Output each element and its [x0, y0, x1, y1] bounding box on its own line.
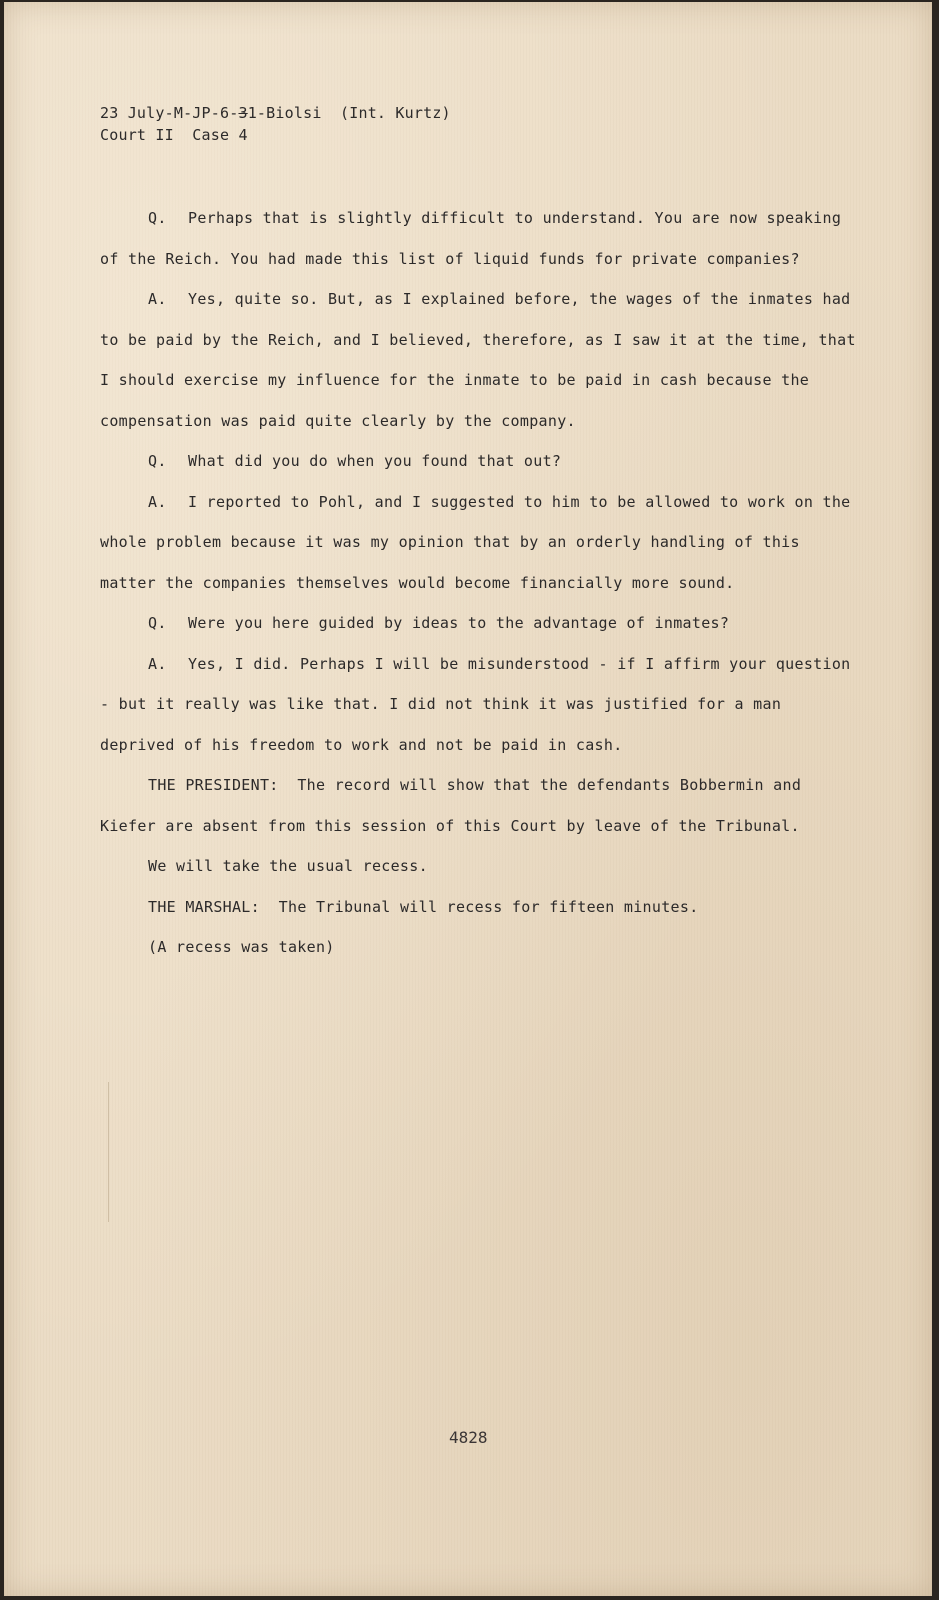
transcript-paragraph — [100, 279, 860, 441]
paragraph-text: Yes, I did. Perhaps I will be misunderstood - if I affirm your question - but it really was like that. I did not think it was justified for a man deprived of his freedom to work and not be paid in cash. — [100, 654, 851, 754]
speaker-marker: Q. — [148, 452, 167, 470]
paragraph-text: I reported to Pohl, and I suggested to him to be allowed to work on the whole problem because it was my opinion that by an orderly handling of this matter the companies themselves would become financially more sound. — [100, 492, 851, 592]
transcript-paragraph — [100, 644, 860, 766]
transcript-paragraph — [100, 482, 860, 604]
header-court-line: Court II Case 4 — [100, 126, 248, 144]
transcript-paragraph — [100, 887, 860, 928]
transcript-paragraph — [100, 927, 860, 968]
document-page — [4, 2, 932, 1596]
speaker-marker: A. — [148, 654, 167, 673]
header-session-prefix: 23 July-M-JP-6- — [100, 104, 239, 122]
page-number: 4828 — [449, 1428, 488, 1447]
transcript-paragraph — [100, 765, 860, 846]
header-session-suffix: 1-Biolsi (Int. Kurtz) — [247, 104, 451, 122]
paragraph-text: Were you here guided by ideas to the advantage of inmates? — [188, 614, 730, 632]
speaker-marker: Q. — [148, 209, 167, 227]
paper-crease — [108, 1082, 109, 1222]
paragraph-text: Perhaps that is slightly difficult to understand. You are now speaking of the Reich. You had made this list of liquid funds for private companies? — [100, 209, 842, 268]
paragraph-text: What did you do when you found that out? — [188, 452, 562, 470]
speaker-marker: A. — [148, 492, 167, 511]
transcript-paragraph — [100, 198, 860, 279]
header-session-struck: 3 — [238, 104, 248, 122]
document-header — [100, 102, 451, 146]
transcript-paragraph — [100, 603, 860, 644]
transcript-paragraph — [100, 441, 860, 482]
paragraph-text: (A recess was taken) — [148, 938, 335, 956]
paragraph-text: The record will show that the defendants Bobbermin and Kiefer are absent from this session of this Court by leave of the Tribunal. — [100, 776, 802, 835]
speaker-marker: Q. — [148, 614, 167, 632]
paragraph-text: We will take the usual recess. — [148, 857, 428, 875]
speaker-marker: A. — [148, 290, 167, 308]
transcript-paragraph — [100, 846, 860, 887]
speaker-marker: THE MARSHAL: — [148, 897, 260, 916]
transcript-body — [100, 198, 860, 968]
header-session-line — [100, 102, 451, 124]
speaker-marker: THE PRESIDENT: — [148, 776, 279, 794]
paragraph-text: The Tribunal will recess for fifteen minutes. — [278, 897, 699, 916]
paragraph-text: Yes, quite so. But, as I explained before, the wages of the inmates had to be paid by the Reich, and I believed, therefore, as I saw it at the time, that I should exercise my influence for the inmate to be paid in cash because the compensation was paid quite clearly by the company. — [100, 290, 856, 430]
